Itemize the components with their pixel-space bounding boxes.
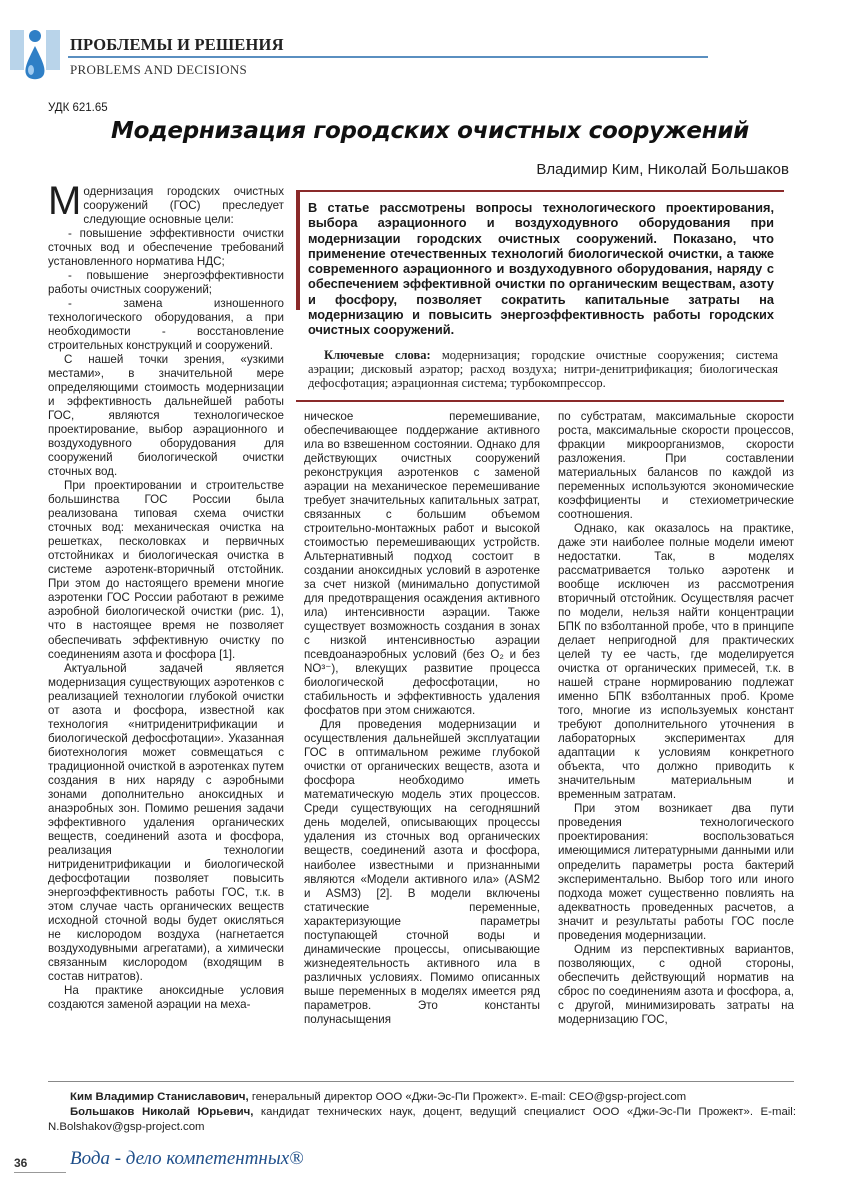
abstract-top-rule	[296, 190, 784, 192]
paragraph: Одним из перспективных вариантов, позволяющих, с одной стороны, обеспечить действующий норматив на сброс по соединениям азота и фосфора, а, с другой, минимизировать затраты на модернизацию ГОС,	[558, 942, 794, 1026]
paragraph: Модернизация городских очистных сооружений (ГОС) преследует следующие основные цели:	[48, 179, 284, 227]
abstract: В статье рассмотрены вопросы технологического проектирования, выбора аэрационного и воздуходувного оборудования при модернизации городских очистных сооружений. Показано, что применение отечественных технологий биологической очистки, а также современного аэрационного и воздуходувного оборудования, наряду с обеспечением эффективной очистки по органическим веществам, азоту и фосфору, позволяет сократить капитальные затраты на модернизацию и повысить энергоэффективность работы городских очистных сооружений.	[308, 200, 774, 338]
paragraph: На практике аноксидные условия создаются заменой аэрации на меха-	[48, 983, 284, 1011]
author-note: Большаков Николай Юрьевич, кандидат технических наук, доцент, ведущий специалист ООО «Джи-Эс-Пи Прожект». E-mail: N.Bolshakov@gsp-project.com	[48, 1106, 797, 1133]
paragraph: При проектировании и строительстве большинства ГОС России была реализована типовая схема очистки сточных вод: механическая очистка на решетках, песколовках и первичных отстойниках и биологическая очистка в системе аэротенк-вторичный отстойник. При этом до настоящего времени многие аэротенки ГОС России работают в режиме аэробной биологической очистки (рис. 1), что в настоящее время не позволяет обеспечивать эффективную очистку по соединениям азота и фосфора [1].	[48, 479, 284, 661]
author-footnotes	[48, 1090, 796, 1135]
paragraph: При этом возникает два пути проведения технологического проектирования: воспользоваться имеющимися литературными данными или определить параметры роста бактерий экспериментально. Выбор того или иного подхода может существенно повлиять на адекватность проведенных расчетов, а значит и результаты работы ГОС после проведения модернизации.	[558, 802, 794, 942]
article-authors: Владимир Ким, Николай Большаков	[536, 161, 789, 178]
paragraph: ническое перемешивание, обеспечивающее поддержание активного ила во взвешенном состоянии. Однако для действующих очистных сооружений реконструкция аэротенков с заменой аэрации на механическое перемешивание требует значительных капитальных затрат, связанных с большим объемом строительно-монтажных работ и высокой стоимостью перемешивающих устройств. Альтернативный подход состоит в создании аноксидных условий в аэротенке за счет низкой (минимально допустимой для предотвращения осаждения активного ила) интенсивности аэрации. Также существует возможность создания в зонах с низкой интенсивностью аэрации псевдоанаэробных условий (без O₂ и без NO³⁻), влекущих развитие процесса биологической дефосфотации, но стабильность и эффективность удаления фосфатов при этом снижаются.	[304, 410, 540, 718]
body-column-3	[558, 410, 794, 1027]
body-column-2	[304, 410, 540, 1027]
paragraph: - замена изношенного технологического оборудования, а при необходимости - восстановление строительных конструкций и сооружений.	[48, 297, 284, 353]
body-column-1	[48, 179, 285, 1012]
abstract-accent-bar	[296, 190, 300, 310]
footnote-divider	[48, 1081, 794, 1082]
paragraph: по субстратам, максимальные скорости роста, максимальные скорости процессов, фракции микроорганизмов, скорости разложения. При составлении материальных балансов по каждой из переменных используются экономические коэффициенты и стехиометрические соотношения.	[558, 410, 794, 522]
keywords-text: модернизация; городские очистные сооружения; система аэрации; дисковый аэратор; расход воздуха; нитри-денитрификация; биологическая дефосфотация; аэрационная система; турбокомпрессор.	[308, 348, 778, 391]
drop-cap: М	[48, 179, 82, 223]
keywords-label: Ключевые слова:	[324, 348, 431, 362]
paragraph: Актуальной задачей является модернизация существующих аэротенков с реализацией технологии глубокой очистки от азота и фосфора, известной как технология «нитриденитрификации и биологической дефосфотации». Указанная биотехнология может совмещаться с традиционной очисткой в аэротенках путем создания в них наряду с аэробными зонами дополнительно аноксидных и анаэробных зон. Помимо решения задачи эффективного удаления органических веществ, соединений азота и фосфора, реализация технологии нитриденитрификации и биологической дефосфотации позволяет повысить энергоэффективность работы ГОС, т.к. в этом случае часть органических веществ исходной сточной воды будет окисляться не кислородом воздуха (нагнетается воздуходувными агрегатами), а химически связанным кислородом (входящим в состав нитратов).	[48, 661, 285, 983]
paragraph: Для проведения модернизации и осуществления дальнейшей эксплуатации ГОС в оптимальном режиме глубокой очистки от органических веществ, азота и фосфора необходимо иметь математическую модель этих процессов. Среди существующих на сегодняшний день моделей, описывающих процессы удаления из сточных вод органических веществ, соединений азота и фосфора, наиболее известными и признанными являются «Модели активного ила» (ASM2 и ASM3) [2]. В модели включены статические переменные, характеризующие параметры поступающей сточной воды и динамические процессы, описывающие жизнедеятельность активного ила в различных условиях. Помимо описанных выше переменных в моделях имеется ряд параметров. Это константы полунасыщения	[304, 718, 540, 1026]
paragraph: Однако, как оказалось на практике, даже эти наиболее полные модели имеют недостатки. Так, в моделях рассматривается только аэротенк и вообще исключен из рассмотрения вторичный отстойник. Осуществляя расчет по модели, нельзя найти концентрации БПК по взболтанной пробе, что в принципе делает непригодной для практических целей ту ее часть, где моделируется очистка от органических примесей, т.к. в нашей стране нормированию подлежат именно БПК взболтанных проб. Кроме того, многие из используемых констант требуют дополнительного уточнения в лабораторных экспериментах для адаптации к условиям конкретного объекта, что должно приводить к значительным материальным и временным затратам.	[558, 522, 794, 802]
keywords	[308, 348, 778, 391]
udk-code: УДК 621.65	[48, 102, 108, 114]
journal-name: Вода - дело компетентных®	[70, 1148, 304, 1169]
paragraph: - повышение эффективности очистки сточных вод и обеспечение требований установленного норматива НДС;	[48, 227, 284, 269]
paragraph: - повышение энергоэффективности работы очистных сооружений;	[48, 269, 284, 297]
paragraph: С нашей точки зрения, «узкими местами», в значительной мере определяющими стоимость модернизации и эффективность дальнейшей работы ГОС, являются технологическое проектирование, выбор аэрационного и воздуходувного оборудования для сооружений биологической очистки сточных вод.	[48, 353, 284, 479]
author-note: Ким Владимир Станиславович, генеральный директор ООО «Джи-Эс-Пи Прожект». E-mail: CEO@gsp-project.com	[70, 1091, 687, 1103]
section-subtitle: PROBLEMS AND DECISIONS	[70, 62, 248, 77]
header-divider	[68, 56, 708, 58]
article-title: Модернизация городских очистных сооружений	[111, 118, 749, 144]
page-number: 36	[14, 1156, 28, 1170]
journal-logo	[10, 28, 62, 84]
page-number-rule	[14, 1172, 66, 1173]
section-title: ПРОБЛЕМЫ И РЕШЕНИЯ	[70, 35, 284, 54]
abstract-bottom-rule	[296, 400, 784, 402]
